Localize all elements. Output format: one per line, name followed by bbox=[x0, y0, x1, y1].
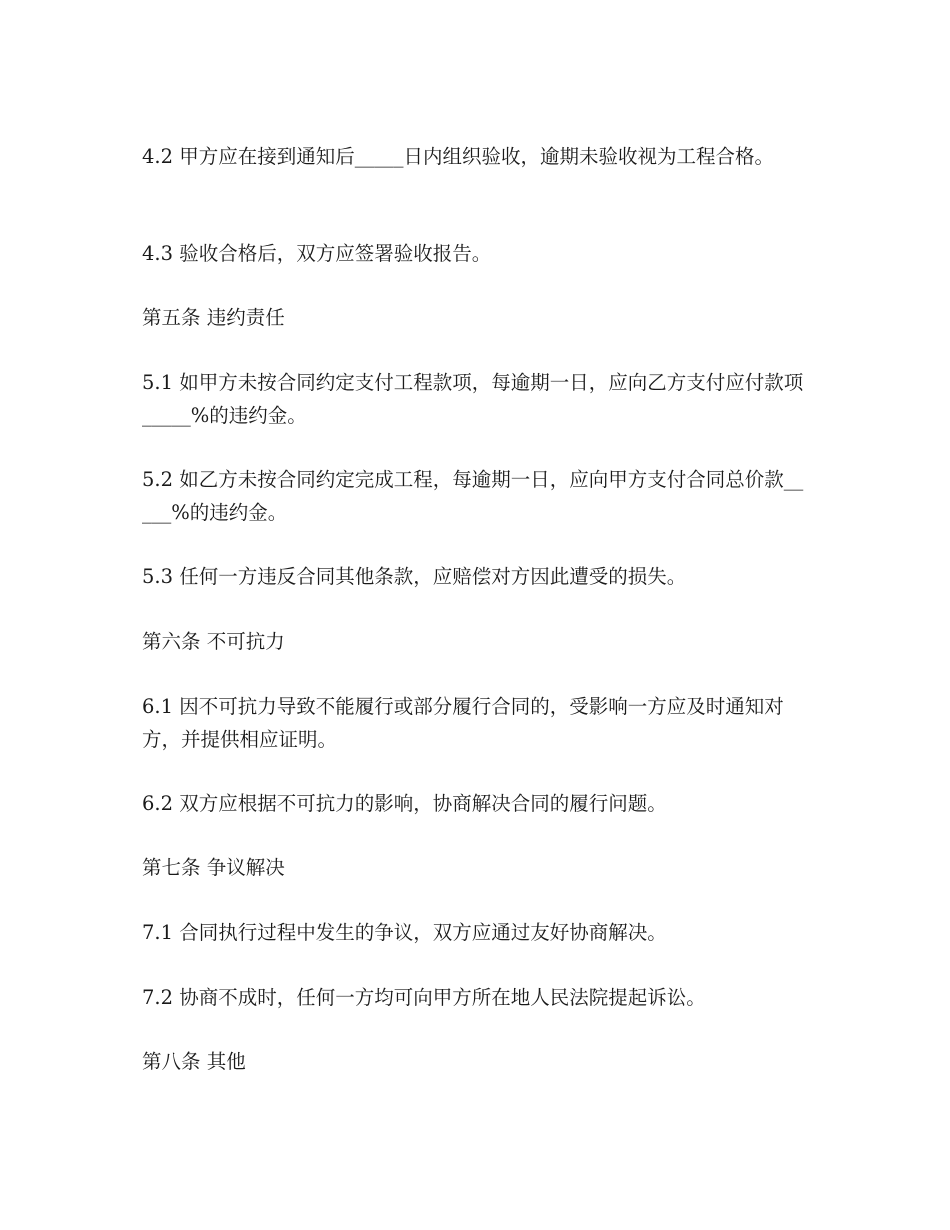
article-6-heading: 第六条 不可抗力 bbox=[142, 630, 285, 653]
article-8-heading: 第八条 其他 bbox=[142, 1050, 246, 1073]
clause-5-1: 5.1 如甲方未按合同约定支付工程款项，每逾期一日，应向乙方支付应付款项_____%的违约金。 bbox=[142, 371, 804, 427]
article-5-heading: 第五条 违约责任 bbox=[142, 306, 285, 329]
article-7-heading: 第七条 争议解决 bbox=[142, 856, 285, 879]
clause-4-3: 4.3 验收合格后，双方应签署验收报告。 bbox=[142, 242, 492, 265]
clause-6-2: 6.2 双方应根据不可抗力的影响，协商解决合同的履行问题。 bbox=[142, 792, 667, 815]
clause-5-3: 5.3 任何一方违反合同其他条款，应赔偿对方因此遭受的损失。 bbox=[142, 565, 687, 588]
clause-6-1: 6.1 因不可抗力导致不能履行或部分履行合同的，受影响一方应及时通知对方，并提供相应证明。 bbox=[142, 695, 784, 751]
clause-4-2: 4.2 甲方应在接到通知后_____日内组织验收，逾期未验收视为工程合格。 bbox=[142, 145, 774, 168]
clause-7-2: 7.2 协商不成时，任何一方均可向甲方所在地人民法院提起诉讼。 bbox=[142, 986, 706, 1009]
clause-5-2: 5.2 如乙方未按合同约定完成工程，每逾期一日，应向甲方支付合同总价款_____%的违约金。 bbox=[142, 468, 804, 524]
clause-7-1: 7.1 合同执行过程中发生的争议，双方应通过友好协商解决。 bbox=[142, 921, 667, 944]
